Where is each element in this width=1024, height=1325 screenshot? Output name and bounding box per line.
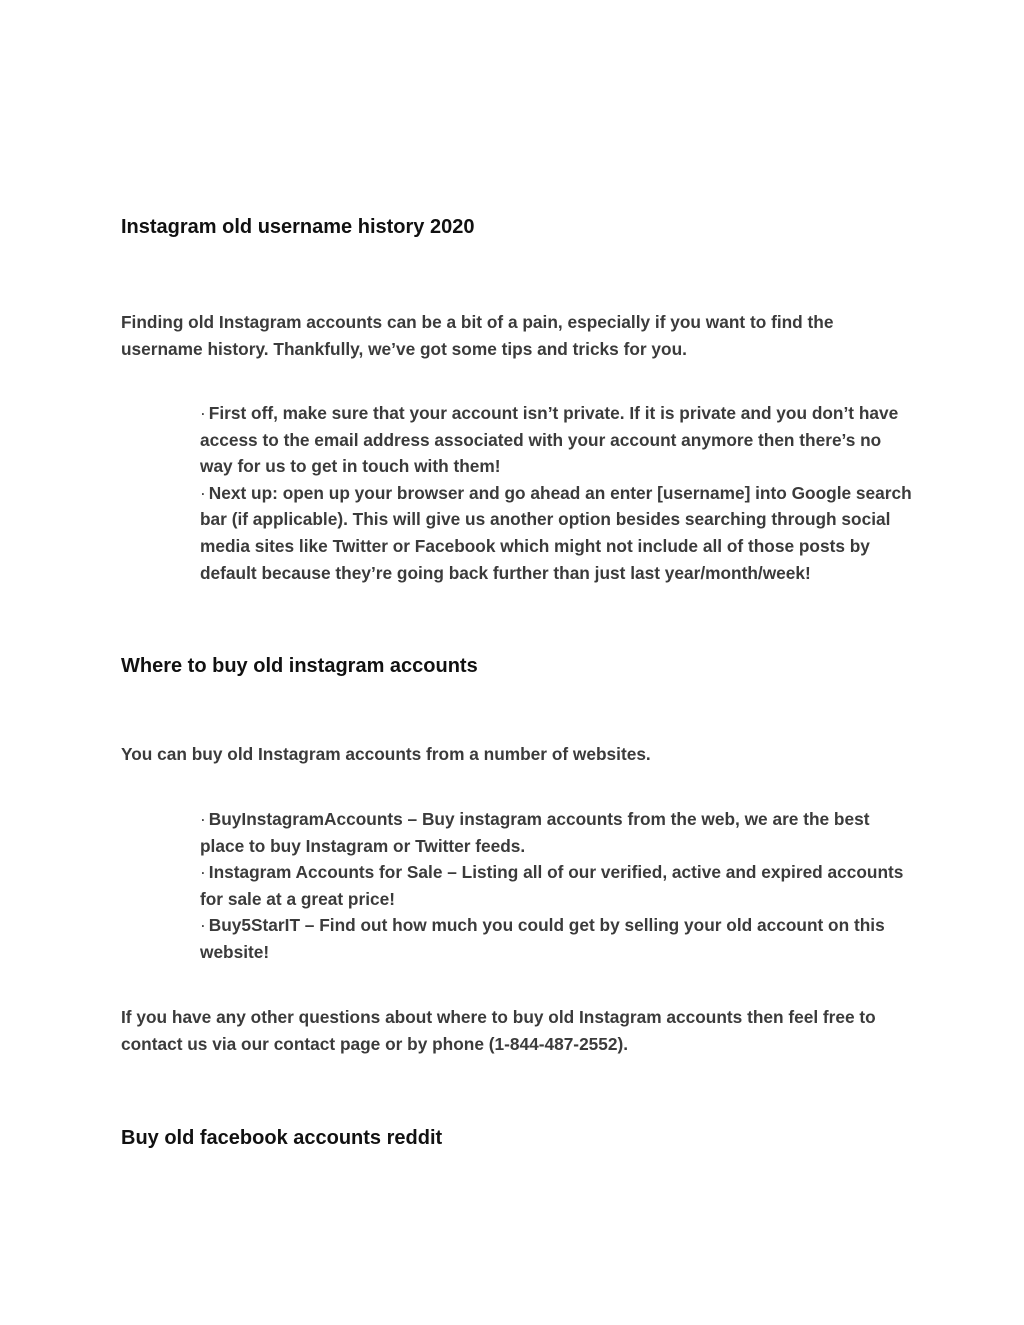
list-item <box>200 806 912 859</box>
bullet-marker: · <box>200 862 206 883</box>
list-item-text: Next up: open up your browser and go ahead an enter [username] into Google search bar (if applicable). This will give us another option besides searching through social media sites like Twitter or Facebook which might not include all of those posts by default because they’re going back further than just last year/month/week! <box>200 482 912 583</box>
intro-paragraph-username-history: Finding old Instagram accounts can be a bit of a pain, especially if you want to find the username history. Thankfully, we’ve got some tips and tricks for you. <box>121 312 834 359</box>
intro-paragraph-where-to-buy: You can buy old Instagram accounts from a number of websites. <box>121 744 651 764</box>
bullet-marker: · <box>200 403 206 423</box>
section-heading-where-to-buy: Where to buy old instagram accounts <box>121 655 478 677</box>
section-heading-facebook-reddit: Buy old facebook accounts reddit <box>121 1127 443 1149</box>
list-item <box>200 480 912 586</box>
tips-list <box>200 400 912 586</box>
list-item-text: Instagram Accounts for Sale – Listing all of our verified, active and expired accounts for sale at a great price! <box>200 862 904 909</box>
list-item-text: Buy5StarIT – Find out how much you could get by selling your old account on this website! <box>200 915 885 962</box>
contact-paragraph: If you have any other questions about where to buy old Instagram accounts then feel free to contact us via our contact page or by phone (1-844-487-2552). <box>121 1007 876 1054</box>
websites-list <box>200 806 912 966</box>
bullet-marker: · <box>200 809 206 829</box>
list-item-text: BuyInstagramAccounts – Buy instagram accounts from the web, we are the best place to buy Instagram or Twitter feeds. <box>200 809 870 856</box>
list-item <box>200 400 912 480</box>
list-item <box>200 912 912 965</box>
bullet-marker: · <box>200 915 206 936</box>
list-item <box>200 859 912 912</box>
list-item-text: First off, make sure that your account isn’t private. If it is private and you don’t have access to the email address associated with your account anymore then there’s no way for us to get in touch with them! <box>200 403 899 477</box>
section-heading-username-history: Instagram old username history 2020 <box>121 216 475 238</box>
bullet-marker: · <box>200 482 206 503</box>
